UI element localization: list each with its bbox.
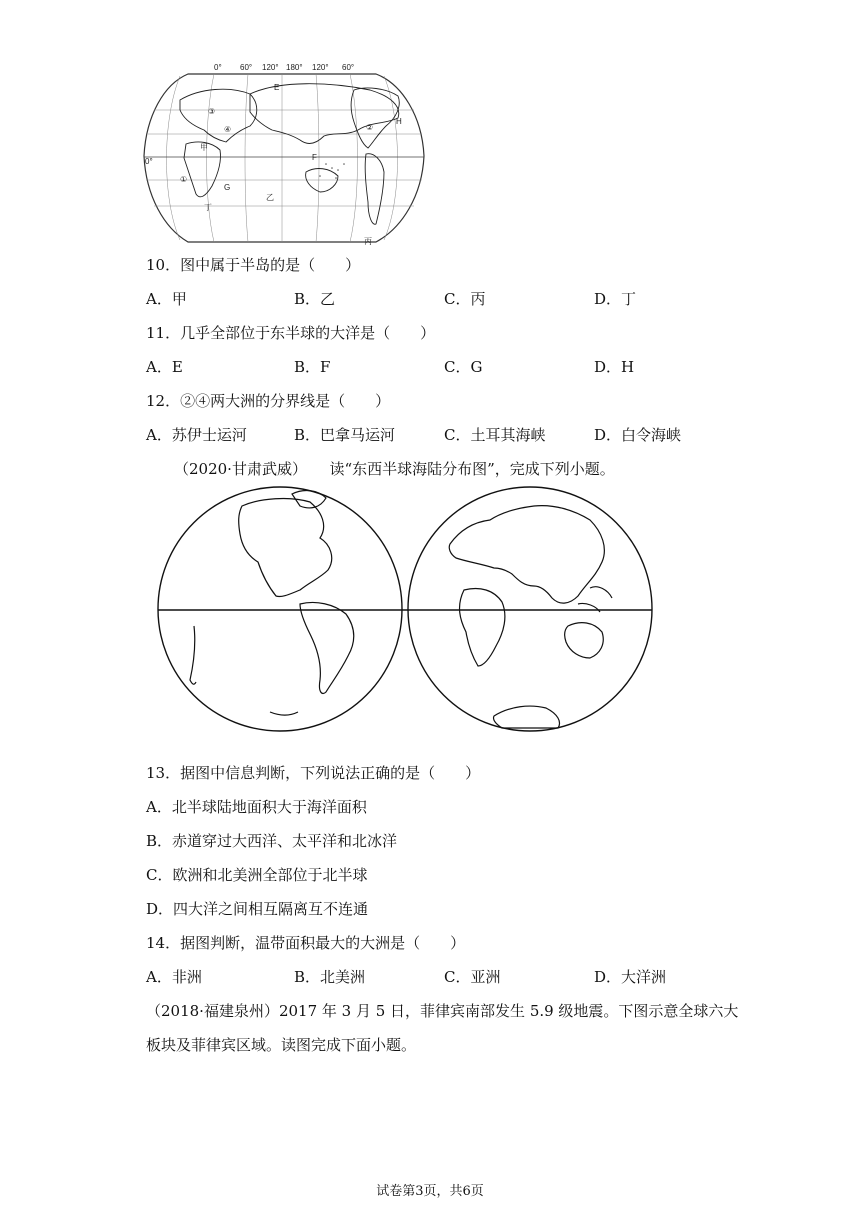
pacific-islands <box>319 163 345 179</box>
eastern-hemisphere <box>408 487 652 731</box>
group3-intro-line1: （2018·福建泉州）2017 年 3 月 5 日，菲律宾南部发生 5.9 级地震。下图示意全球六大 <box>146 1002 739 1020</box>
marker-F: F <box>312 153 317 162</box>
marker-E: E <box>274 83 280 92</box>
q11-option-c[interactable]: C．G <box>444 358 483 376</box>
q14-option-b[interactable]: B．北美洲 <box>294 968 366 986</box>
lon-label-60w: 60° <box>342 63 355 72</box>
q10-option-d[interactable]: D．丁 <box>594 290 637 308</box>
land-outlines <box>180 84 399 225</box>
graticule <box>146 74 422 242</box>
q13-option-d[interactable]: D．四大洋之间相互隔离互不连通 <box>146 900 369 918</box>
page-footer: 试卷第3页，共6页 <box>376 1184 484 1199</box>
lon-label-120: 120° <box>262 63 279 72</box>
q13-option-a[interactable]: A．北半球陆地面积大于海洋面积 <box>146 798 367 816</box>
q14-option-d[interactable]: D．大洋洲 <box>594 968 667 986</box>
world-map-figure <box>140 60 430 246</box>
question-11: 11．几乎全部位于东半球的大洋是（ ） <box>146 324 436 342</box>
marker-1: ① <box>180 175 188 184</box>
marker-G: G <box>224 183 231 192</box>
group2-intro: （2020·甘肃武威） 读“东西半球海陆分布图”，完成下列小题。 <box>174 460 615 478</box>
marker-bing: 丙 <box>364 237 372 246</box>
map-outline <box>144 74 424 242</box>
q11-option-d[interactable]: D．H <box>594 358 635 376</box>
question-12: 12．②④两大洲的分界线是（ ） <box>146 392 391 410</box>
q12-option-c[interactable]: C．土耳其海峡 <box>444 426 546 444</box>
q10-option-b[interactable]: B．乙 <box>294 290 336 308</box>
lon-label-120w: 120° <box>312 63 329 72</box>
hemisphere-land-outlines <box>190 491 612 728</box>
marker-3: ③ <box>208 107 216 116</box>
question-10: 10．图中属于半岛的是（ ） <box>146 256 361 274</box>
lat-label-0: 0° <box>145 157 153 166</box>
marker-jia: 甲 <box>200 143 208 152</box>
marker-H: H <box>396 117 402 126</box>
lon-label-60: 60° <box>240 63 253 72</box>
q10-option-c[interactable]: C．丙 <box>444 290 486 308</box>
q12-option-b[interactable]: B．巴拿马运河 <box>294 426 396 444</box>
marker-2: ② <box>366 123 374 132</box>
marker-yi: 乙 <box>266 193 274 202</box>
q14-option-c[interactable]: C．亚洲 <box>444 968 501 986</box>
question-13: 13．据图中信息判断，下列说法正确的是（ ） <box>146 764 481 782</box>
q14-option-a[interactable]: A．非洲 <box>146 968 202 986</box>
western-hemisphere <box>158 487 402 731</box>
marker-4: ④ <box>224 125 232 134</box>
marker-ding: 丁 <box>204 203 212 212</box>
q11-option-a[interactable]: A．E <box>146 358 183 376</box>
group3-intro-line2: 板块及菲律宾区域。读图完成下面小题。 <box>146 1036 417 1054</box>
q12-option-d[interactable]: D．白令海峡 <box>594 426 682 444</box>
q10-option-a[interactable]: A．甲 <box>146 290 187 308</box>
question-14: 14．据图判断，温带面积最大的大洲是（ ） <box>146 934 466 952</box>
q12-option-a[interactable]: A．苏伊士运河 <box>146 426 247 444</box>
lon-label-180: 180° <box>286 63 303 72</box>
q13-option-c[interactable]: C．欧洲和北美洲全部位于北半球 <box>146 866 368 884</box>
hemispheres-map-figure <box>150 486 660 736</box>
q13-option-b[interactable]: B．赤道穿过大西洋、太平洋和北冰洋 <box>146 832 398 850</box>
lon-label-0: 0° <box>214 63 222 72</box>
q11-option-b[interactable]: B．F <box>294 358 331 376</box>
